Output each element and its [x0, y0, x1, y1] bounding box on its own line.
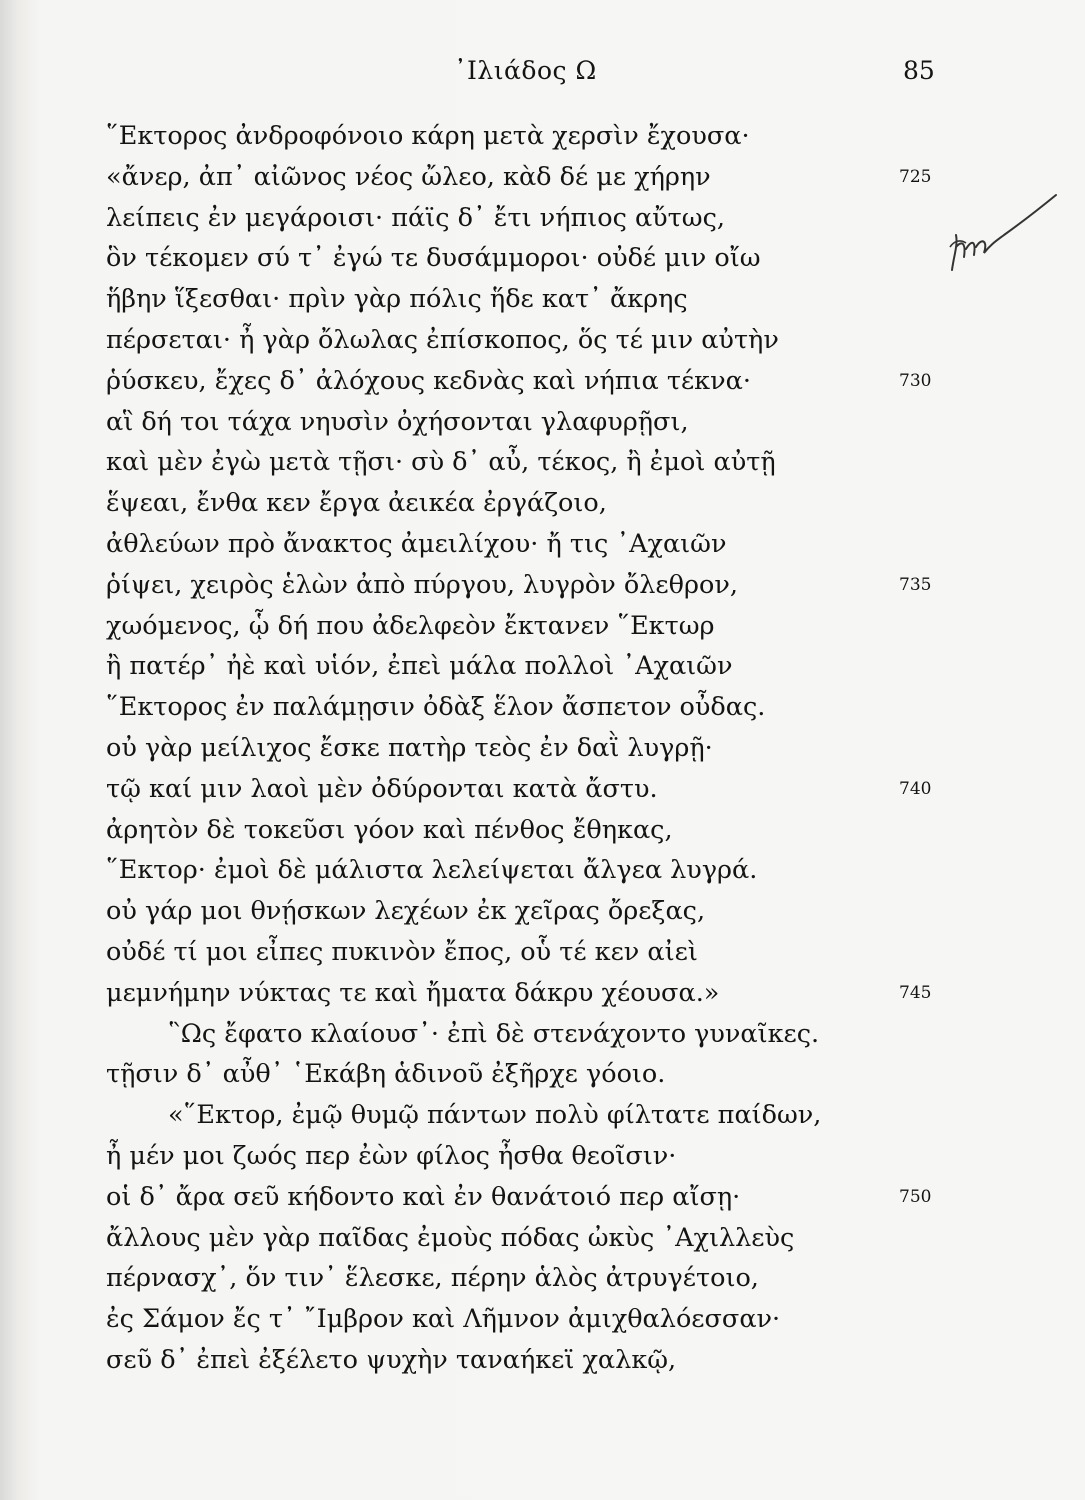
- verse-line-text: «῞Εκτορ, ἐμῷ θυμῷ πάντων πολὺ φίλτατε παίδων,: [168, 1100, 822, 1131]
- verse-block: [106, 116, 932, 1381]
- verse-line: [106, 728, 846, 769]
- verse-line: [106, 973, 932, 1014]
- page-number: 85: [903, 56, 935, 85]
- verse-line: [106, 1218, 846, 1259]
- verse-line-text: ῝Ως ἔφατο κλαίουσ᾿· ἐπὶ δὲ στενάχοντο γυναῖκες.: [168, 1018, 820, 1049]
- line-number: 730: [899, 370, 932, 391]
- verse-line: [106, 646, 846, 687]
- verse-line-text: αἳ δή τοι τάχα νηυσὶν ὀχήσονται γλαφυρῇσι,: [106, 406, 689, 437]
- line-number: 735: [899, 574, 932, 595]
- verse-line-text: οὐδέ τί μοι εἶπες πυκινὸν ἔπος, οὗ τέ κεν αἰεὶ: [106, 936, 698, 967]
- verse-line: [106, 932, 846, 973]
- verse-line: [106, 1054, 846, 1095]
- verse-line-text: ῞Εκτορ· ἐμοὶ δὲ μάλιστα λελείψεται ἄλγεα λυγρά.: [106, 855, 758, 886]
- verse-line: [106, 606, 846, 647]
- verse-line: [106, 320, 846, 361]
- verse-line: [106, 116, 846, 157]
- verse-line-text: οἱ δ᾿ ἄρα σεῦ κήδοντο καὶ ἐν θανάτοιό περ αἴσῃ·: [106, 1181, 741, 1212]
- verse-line: [106, 157, 932, 198]
- verse-line: [106, 769, 932, 810]
- verse-line-text: πέρνασχ᾿, ὅν τιν᾿ ἕλεσκε, πέρην ἁλὸς ἀτρυγέτοιο,: [106, 1263, 759, 1294]
- verse-line: [106, 891, 846, 932]
- verse-line-text: ῥίψει, χειρὸς ἑλὼν ἀπὸ πύργου, λυγρὸν ὄλεθρον,: [106, 569, 738, 600]
- line-number: 745: [899, 982, 932, 1003]
- verse-line-text: καὶ μὲν ἐγὼ μετὰ τῇσι· σὺ δ᾿ αὖ, τέκος, ἢ ἐμοὶ αὐτῇ: [106, 447, 776, 478]
- verse-line: [106, 1340, 846, 1381]
- verse-line: [106, 565, 932, 606]
- verse-line-text: μεμνήμην νύκτας τε καὶ ἤματα δάκρυ χέουσα.»: [106, 977, 720, 1008]
- verse-line-text: ῥύσκευ, ἔχες δ᾿ ἀλόχους κεδνὰς καὶ νήπια τέκνα·: [106, 365, 751, 396]
- verse-line-text: ὃν τέκομεν σύ τ᾿ ἐγώ τε δυσάμμοροι· οὐδέ μιν οἴω: [106, 243, 761, 274]
- verse-line-text: ἥβην ἵξεσθαι· πρὶν γὰρ πόλις ἥδε κατ᾿ ἄκρης: [106, 284, 688, 315]
- verse-line-text: ῞Εκτορος ἐν παλάμῃσιν ὀδὰξ ἕλον ἄσπετον οὖδας.: [106, 692, 766, 723]
- verse-line-text: σεῦ δ᾿ ἐπεὶ ἐξέλετο ψυχὴν ταναήκεϊ χαλκῷ,: [106, 1344, 677, 1375]
- verse-line-text: λείπεις ἐν μεγάροισι· πάϊς δ᾿ ἔτι νήπιος αὔτως,: [106, 202, 725, 233]
- verse-line-text: ῞Εκτορος ἀνδροφόνοιο κάρη μετὰ χερσὶν ἔχουσα·: [106, 121, 750, 151]
- verse-line: [106, 1014, 846, 1055]
- line-number: 725: [899, 166, 932, 187]
- verse-line: [106, 279, 846, 320]
- running-head-title: ᾿Ιλιάδος Ω: [454, 56, 597, 85]
- verse-line-text: ἀθλεύων πρὸ ἄνακτος ἀμειλίχου· ἤ τις ᾿Αχαιῶν: [106, 528, 727, 559]
- verse-line: [106, 442, 846, 483]
- verse-line-text: οὐ γὰρ μείλιχος ἔσκε πατὴρ τεὸς ἐν δαῒ λυγρῇ·: [106, 732, 713, 763]
- verse-line-text: τῇσιν δ᾿ αὖθ᾿ ῾Εκάβη ἁδινοῦ ἐξῆρχε γόοιο.: [106, 1059, 666, 1090]
- verse-line: [106, 687, 846, 728]
- verse-line-text: ἦ μέν μοι ζωός περ ἐὼν φίλος ἦσθα θεοῖσιν·: [106, 1140, 677, 1171]
- verse-line: [106, 198, 846, 239]
- verse-line: [106, 850, 846, 891]
- verse-line: [106, 1299, 846, 1340]
- verse-line: [106, 238, 846, 279]
- verse-line-text: ἕψεαι, ἔνθα κεν ἔργα ἀεικέα ἐργάζοιο,: [106, 488, 607, 519]
- line-number: 750: [899, 1186, 932, 1207]
- verse-line-text: ἀρητὸν δὲ τοκεῦσι γόον καὶ πένθος ἔθηκας,: [106, 814, 673, 845]
- verse-line-text: χωόμενος, ᾧ δή που ἀδελφεὸν ἔκτανεν ῞Εκτωρ: [106, 610, 715, 641]
- verse-line-text: τῷ καί μιν λαοὶ μὲν ὀδύρονται κατὰ ἄστυ.: [106, 773, 658, 804]
- verse-line: [106, 810, 846, 851]
- verse-line-text: ἐς Σάμον ἔς τ᾿ ῎Ιμβρον καὶ Λῆμνον ἀμιχθαλόεσσαν·: [106, 1304, 781, 1335]
- verse-line-text: ἄλλους μὲν γὰρ παῖδας ἐμοὺς πόδας ὠκὺς ᾿Αχιλλεὺς: [106, 1222, 795, 1253]
- verse-line: [106, 524, 846, 565]
- verse-line: [106, 483, 846, 524]
- verse-line-text: οὐ γάρ μοι θνῄσκων λεχέων ἐκ χεῖρας ὄρεξας,: [106, 896, 706, 927]
- verse-line-text: πέρσεται· ἦ γὰρ ὄλωλας ἐπίσκοπος, ὅς τέ μιν αὐτὴν: [106, 324, 779, 355]
- verse-line-text: «ἄνερ, ἀπ᾿ αἰῶνος νέος ὤλεο, κὰδ δέ με χήρην: [106, 161, 711, 192]
- verse-line: [106, 1136, 846, 1177]
- verse-line: [106, 361, 932, 402]
- verse-line: [106, 1095, 846, 1136]
- line-number: 740: [899, 778, 932, 799]
- handwritten-marginal-note: [944, 185, 1064, 285]
- verse-line-text: ἢ πατέρ᾿ ἠὲ καὶ υἱόν, ἐπεὶ μάλα πολλοὶ ᾿Αχαιῶν: [106, 651, 733, 682]
- verse-line: [106, 1258, 846, 1299]
- verse-line: [106, 402, 846, 443]
- verse-line: [106, 1177, 932, 1218]
